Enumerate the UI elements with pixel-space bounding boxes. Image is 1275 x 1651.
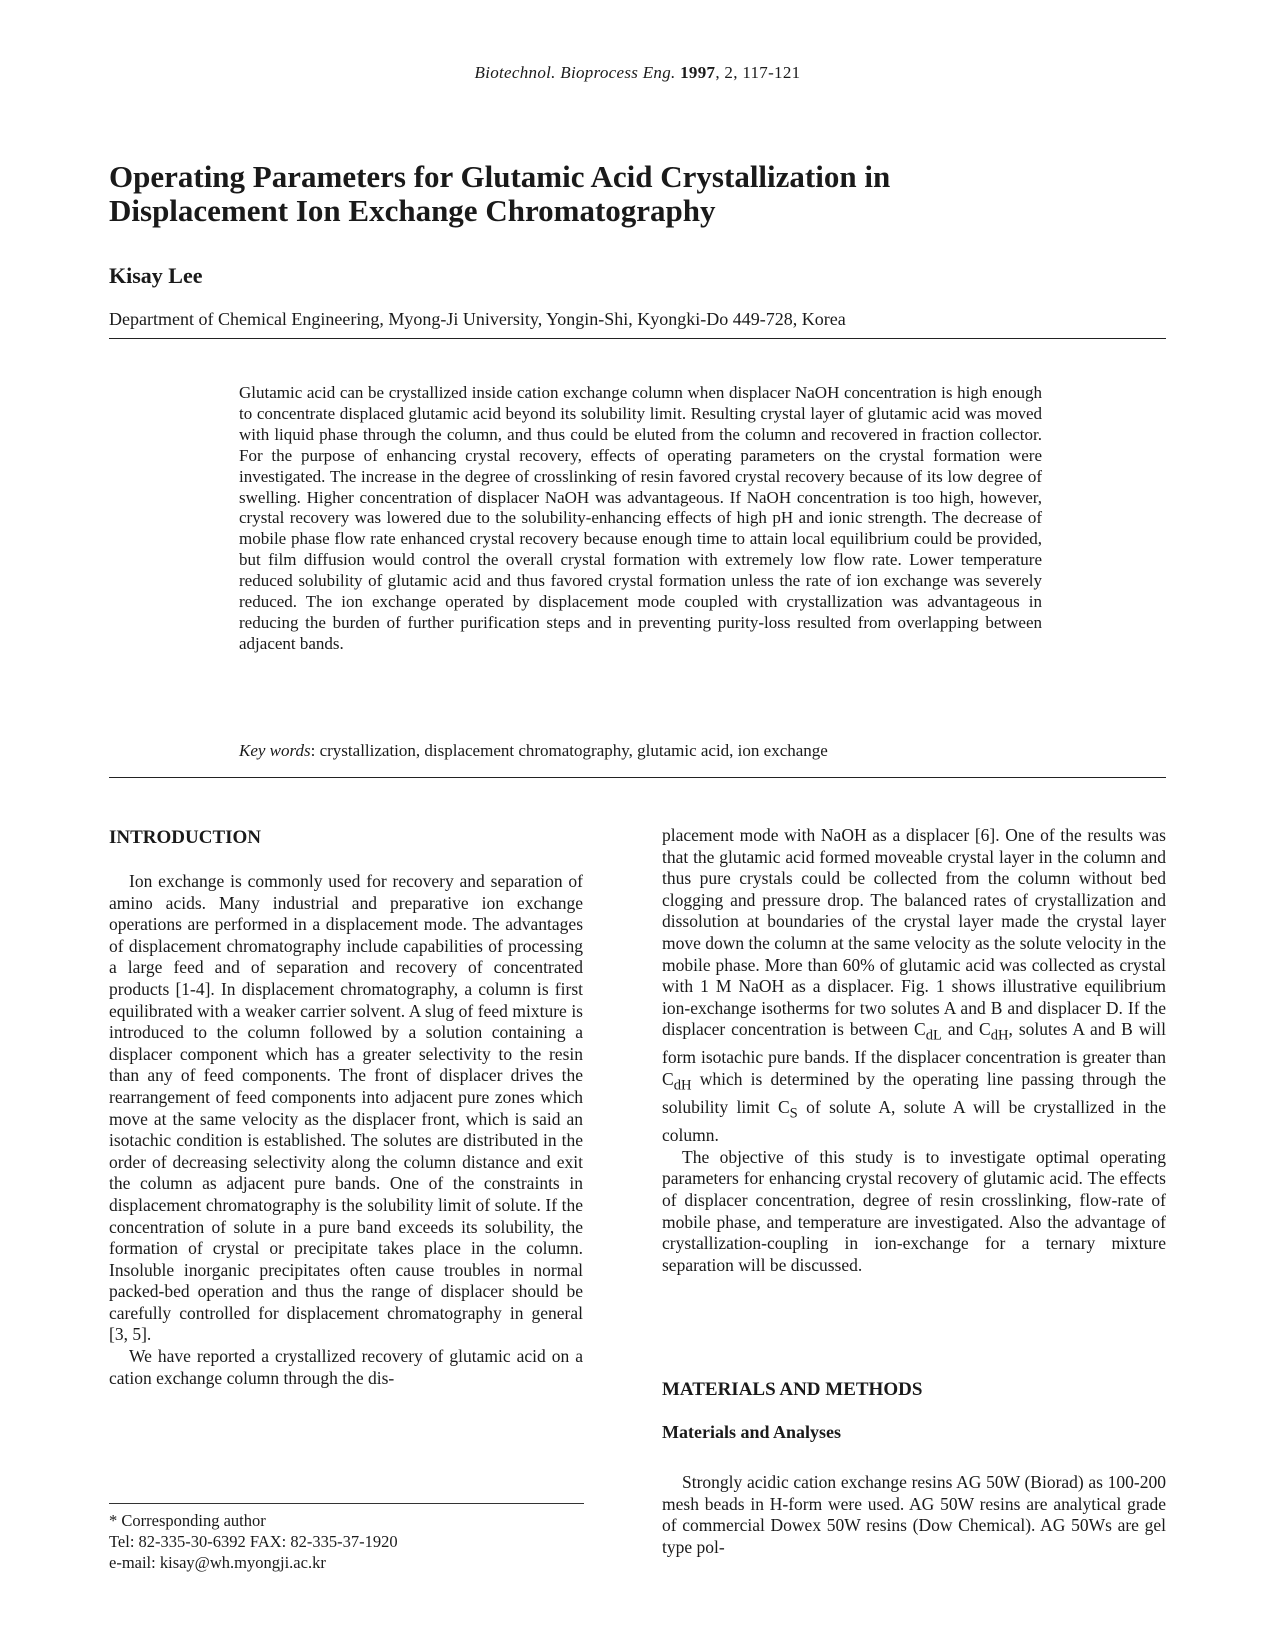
introduction-heading: INTRODUCTION xyxy=(109,827,262,848)
journal-citation xyxy=(0,63,1275,83)
keywords xyxy=(239,741,1042,761)
left-column xyxy=(109,871,583,1389)
keywords-text: : crystallization, displacement chromatography, glutamic acid, ion exchange xyxy=(310,741,828,760)
right-column xyxy=(662,825,1166,1276)
journal-year: 1997 xyxy=(680,63,716,82)
contact-email: e-mail: kisay@wh.myongji.ac.kr xyxy=(109,1553,326,1572)
materials-subheading: Materials and Analyses xyxy=(662,1422,842,1442)
title-line-2: Displacement Ion Exchange Chromatography xyxy=(109,193,716,228)
journal-volume-pages: , 2, 117-121 xyxy=(715,63,801,82)
footnote-divider xyxy=(109,1503,584,1504)
paper-title xyxy=(109,160,1169,228)
materials-paragraph: Strongly acidic cation exchange resins AG 50W (Biorad) as 100-200 mesh beads in H-form were used. AG 50W resins are analytical grade of commercial Dowex 50W resins (Dow Chemical). AG 50Ws are gel type pol- xyxy=(662,1472,1166,1557)
footnote xyxy=(109,1510,609,1573)
objective-paragraph: The objective of this study is to investigate optimal operating parameters for enhancing crystal recovery of glutamic acid. The effects of displacer concentration, degree of resin crosslinking, flow-rate of mobile phase, and temperature are investigated. Also the advantage of crystallization-coupling in ion-exchange for a ternary mixture separation will be discussed. xyxy=(662,1146,1166,1275)
bottom-divider xyxy=(109,777,1166,778)
intro-continued-paragraph: placement mode with NaOH as a displacer [6]. One of the results was that the glutamic acid formed moveable crystal layer in the column and thus pure crystals could be collected from the column without bed clogging and pressure drop. The balanced rates of crystallization and dissolution at boundaries of the crystal layer made the crystal layer move down the column at the same velocity as the solute velocity in the mobile phase. More than 60% of glutamic acid was collected as crystal with 1 M NaOH as a displacer. Fig. 1 shows illustrative equilibrium ion-exchange isotherms for two solutes A and B and displacer D. If the displacer concentration is between $C_{dL}$ and $C_{dH}$, solutes A and B will form isotachic pure bands. If the displacer concentration is greater than $C_{dH}$ which is determined by the operating line passing through the solubility limit $C_S$ of solute A, solute A will be crystallized in the column. xyxy=(662,825,1166,1146)
keywords-label: Key words xyxy=(239,741,311,760)
materials-text xyxy=(662,1472,1166,1558)
top-divider xyxy=(109,338,1166,339)
abstract: Glutamic acid can be crystallized inside cation exchange column when displacer NaOH concentration is high enough to concentrate displaced glutamic acid beyond its solubility limit. Resulting crystal layer of glutamic acid was moved with liquid phase through the column, and thus could be eluted from the column and recovered in fraction collector. For the purpose of enhancing crystal recovery, effects of operating parameters on the crystal formation were investigated. The increase in the degree of crosslinking of resin favored crystal recovery because of its low degree of swelling. Higher concentration of displacer NaOH was advantageous. If NaOH concentration is too high, however, crystal recovery was lowered due to the solubility-enhancing effects of high pH and ionic strength. The decrease of mobile phase flow rate enhanced crystal recovery because enough time to attain local equilibrium could be provided, but film diffusion would control the overall crystal formation with extremely low flow rate. Lower temperature reduced solubility of glutamic acid and thus favored crystal formation unless the rate of ion exchange was severely reduced. The ion exchange operated by displacement mode coupled with crystallization was advantageous in reducing the burden of further purification steps and in preventing purity-loss resulted from overlapping between adjacent bands. xyxy=(239,383,1042,653)
author-name: Kisay Lee xyxy=(109,263,203,288)
contact-phone-fax: Tel: 82-335-30-6392 FAX: 82-335-37-1920 xyxy=(109,1532,398,1551)
corresponding-author: * Corresponding author xyxy=(109,1511,266,1530)
methods-heading: MATERIALS AND METHODS xyxy=(662,1379,923,1400)
intro-paragraph-2: We have reported a crystallized recovery of glutamic acid on a cation exchange column through the dis- xyxy=(109,1346,583,1388)
journal-name: Biotechnol. Bioprocess Eng. xyxy=(474,63,676,82)
intro-paragraph-1: Ion exchange is commonly used for recovery and separation of amino acids. Many industrial and preparative ion exchange operations are performed in a displacement mode. The advantages of displacement chromatography include capabilities of processing a large feed and of separation and recovery of concentrated products [1-4]. In displacement chromatography, a column is first equilibrated with a weaker carrier solvent. A slug of feed mixture is introduced to the column followed by a solution containing a displacer component which has a greater selectivity to the resin than any of feed components. The front of displacer drives the rearrangement of feed components into adjacent pure zones which move at the same velocity as the displacer front, which is said an isotachic condition is established. The solutes are distributed in the order of decreasing selectivity along the column distance and exit the column as adjacent pure bands. One of the constraints in displacement chromatography is the solubility limit of solute. If the concentration of solute in a pure band exceeds its solubility, the formation of crystal or precipitate takes place in the column. Insoluble inorganic precipitates often cause troubles in normal packed-bed operation and thus the range of displacer should be carefully controlled for displacement chromatography in general [3, 5]. xyxy=(109,871,583,1345)
title-line-1: Operating Parameters for Glutamic Acid Crystallization in xyxy=(109,159,891,194)
affiliation: Department of Chemical Engineering, Myong-Ji University, Yongin-Shi, Kyongki-Do 449-728, Korea xyxy=(109,309,846,329)
